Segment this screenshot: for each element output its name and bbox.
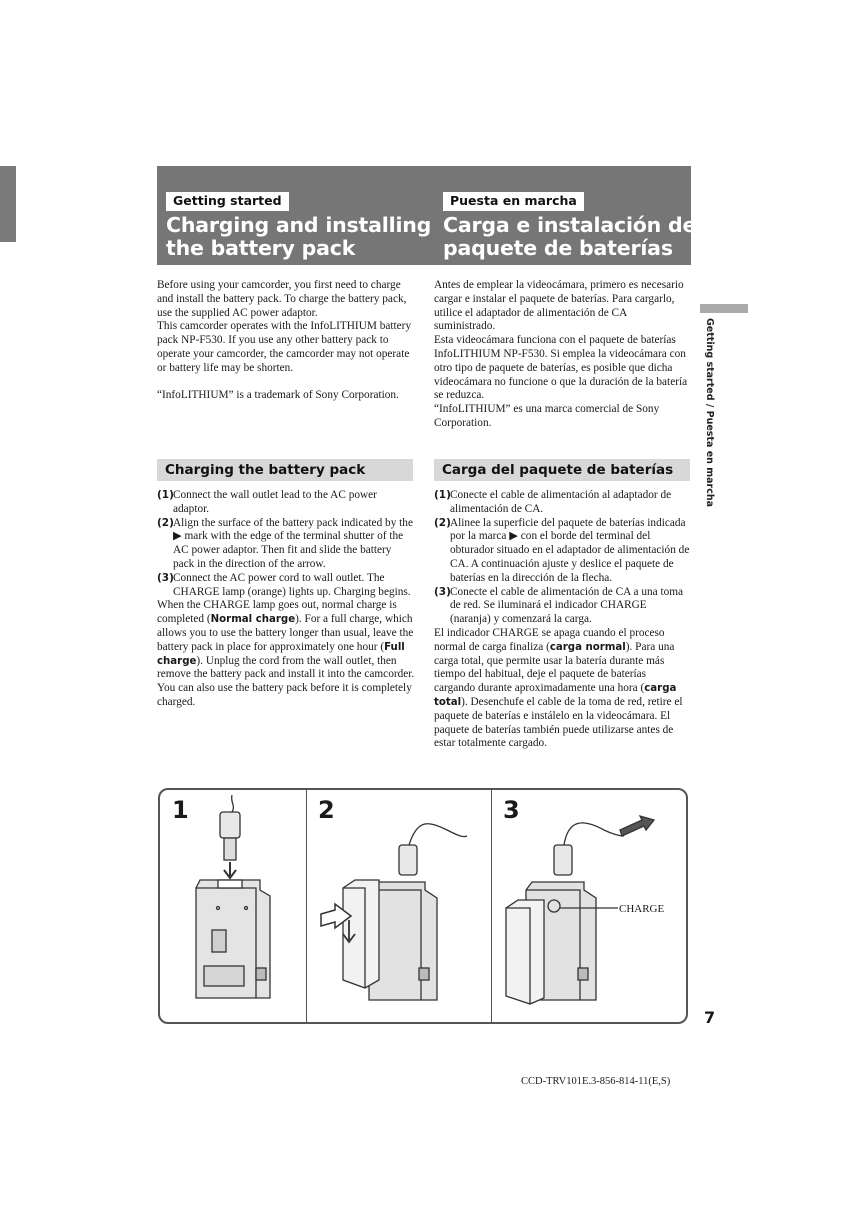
left-title-line2: the battery pack [166, 236, 356, 260]
left-title-line1: Charging and installing [166, 213, 432, 237]
left-section-heading: Charging the battery pack [157, 459, 413, 481]
right-title-line2: paquete de baterías [443, 236, 673, 260]
page-number: 7 [704, 1008, 716, 1027]
step-item [434, 586, 690, 627]
body-bold: Normal charge [210, 614, 296, 626]
left-intro [157, 279, 415, 403]
illustration-box [158, 788, 688, 1024]
step-item [434, 489, 690, 517]
left-header-banner [157, 166, 434, 265]
left-title [166, 214, 431, 260]
step-number: (1) [157, 489, 174, 501]
left-intro-p3: “InfoLITHIUM” is a trademark of Sony Corporation. [157, 389, 399, 402]
panel-3-number: 3 [503, 796, 520, 824]
right-title-line1: Carga e instalación del [443, 213, 703, 237]
left-body-paragraph [157, 599, 415, 709]
body-bold: carga normal [549, 641, 626, 653]
step-number: (2) [157, 516, 174, 529]
right-title [443, 214, 703, 260]
step-number: (3) [434, 585, 451, 598]
right-steps [434, 489, 690, 751]
side-tab-bar [700, 304, 748, 313]
body-text: When the CHARGE lamp goes out, normal charge is completed ( [157, 599, 397, 626]
panel-2-number: 2 [318, 796, 335, 824]
body-text: ). For a full charge, which allows you to use the battery longer than usual, leave the battery pack in place for approximately one hour ( [157, 613, 414, 653]
step-text: Connect the wall outlet lead to the AC power adaptor. [173, 489, 377, 515]
right-intro-p1: Antes de emplear la videocámara, primero es necesario cargar e instalar el paquete de baterías. Para cargarlo, utilice el adaptador de alimentación de CA suministrado. [434, 279, 684, 333]
right-kicker: Puesta en marcha [443, 192, 584, 211]
step-number: (1) [434, 489, 451, 501]
right-header-banner [434, 166, 703, 265]
right-intro-p3: “InfoLITHIUM” es una marca comercial de Sony Corporation. [434, 403, 660, 429]
left-intro-p2: This camcorder operates with the InfoLITHIUM battery pack NP-F530. If you use any other battery pack to operate your camcorder, the camcorder may not operate or battery life may be shorten. [157, 320, 412, 374]
body-bold: Full charge [157, 641, 405, 667]
side-tab-label: Getting started / Puesta en marcha [704, 318, 715, 508]
step-item [157, 517, 415, 572]
step-text: Connect the AC power cord to wall outlet. The CHARGE lamp (orange) lights up. Charging begins. [173, 571, 411, 598]
body-text: ). Para una carga total, que permite usar la batería durante más tiempo del habitual, deje el paquete de baterías cargando durante aproximadamente una hora ( [434, 640, 675, 695]
footer-code: CCD-TRV101E.3-856-814-11(E,S) [521, 1076, 671, 1087]
step-number: (2) [434, 516, 451, 529]
right-body-paragraph [434, 627, 690, 751]
step-text: Conecte el cable de alimentación al adaptador de alimentación de CA. [450, 489, 672, 515]
right-section-heading: Carga del paquete de baterías [434, 459, 690, 481]
edge-tab [0, 166, 16, 242]
panel-2-insert-battery-illustration [307, 790, 491, 1022]
left-steps [157, 489, 415, 710]
step-text: Alinee la superficie del paquete de baterías indicada por la marca ▶ con el borde del terminal del obturador situado en el adaptador de alimentación de CA. A continuación ajuste y deslice el paquete de baterías en la dirección de la flecha. [450, 516, 690, 584]
step-item [157, 572, 415, 600]
left-kicker: Getting started [166, 192, 289, 211]
body-text: ). Desenchufe el cable de la toma de red, retire el paquete de baterías e instálelo en la videocámara. El paquete de baterías también puede utilizarse antes de estar totalmente cargado. [434, 695, 683, 750]
step-text: Align the surface of the battery pack indicated by the ▶ mark with the edge of the terminal shutter of the AC power adaptor. Then fit and slide the battery pack in the direction of the arrow. [173, 516, 413, 570]
charge-lamp-label: CHARGE [619, 903, 665, 915]
panel-1-number: 1 [172, 796, 189, 824]
body-text: ). Unplug the cord from the wall outlet, then remove the battery pack and install it into the camcorder. You can also use the battery pack before it is completely charged. [157, 654, 415, 708]
step-item [157, 489, 415, 517]
step-number: (3) [157, 571, 174, 584]
step-item [434, 517, 690, 586]
right-intro-p2: Esta videocámara funciona con el paquete de baterías InfoLITHIUM NP-F530. Si emplea la videocámara con otro tipo de paquete de baterías, es posible que dicha videocámara no funcione o que la duración de la batería se reduzca. [434, 334, 688, 402]
step-text: Conecte el cable de alimentación de CA a una toma de red. Se iluminará el indicador CHARGE (naranja) y comenzará la carga. [450, 585, 684, 626]
left-intro-p1: Before using your camcorder, you first need to charge and install the battery pack. To charge the battery pack, use the supplied AC power adaptor. [157, 279, 407, 319]
body-text: El indicador CHARGE se apaga cuando el proceso normal de carga finaliza ( [434, 626, 665, 653]
body-bold: carga total [434, 683, 677, 708]
right-intro [434, 279, 690, 431]
panel-1-adaptor-illustration [160, 790, 306, 1022]
